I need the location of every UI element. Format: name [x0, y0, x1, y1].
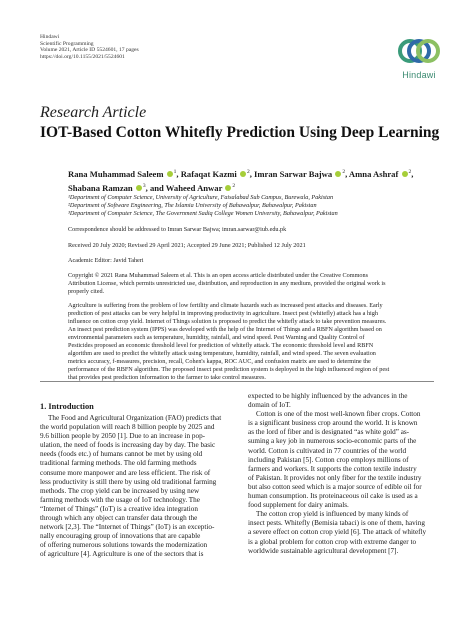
- divider: [40, 381, 434, 382]
- publisher-name: Hindawi: [40, 34, 60, 40]
- body-text-line: needs (foods etc.) of humans cannot be met by using old: [40, 450, 203, 459]
- author[interactable]: Shabana Ramzan $^3$: [68, 182, 146, 193]
- body-text-line: of agriculture [4]. Agriculture is one of the sectors that is: [40, 550, 204, 559]
- body-text-line: a severe effect on cotton crop yield [6]. The attack of whitefly: [248, 528, 427, 537]
- dates: Received 20 July 2020; Revised 29 April 2021; Accepted 29 June 2021; Published 12 July 2021: [68, 242, 306, 249]
- body-text-line: human consumption. Its proteinaceous oil cake is used as a: [248, 492, 418, 501]
- body-text-line: including Pakistan [5]. Cotton crop employs millions of: [248, 455, 409, 464]
- author[interactable]: Imran Sarwar Bajwa $^2$: [254, 168, 346, 179]
- body-text-line: Cotton is one of the most well-known fiber crops. Cotton: [256, 410, 421, 419]
- body-text-line: farming methods with the usage of IoT technology. The: [40, 495, 200, 504]
- orcid-icon[interactable]: [225, 185, 231, 191]
- body-text-line: of offering numerous solutions towards the modernization: [40, 541, 208, 550]
- journal-volume: Volume 2021, Article ID 5524601, 17 pages: [40, 47, 139, 54]
- body-text-line: “Internet of Things” (IoT) is a creative idea integration: [40, 504, 198, 513]
- orcid-icon[interactable]: [136, 185, 142, 191]
- body-text-line: worldwide sustainable agricultural development [7].: [248, 546, 399, 555]
- right-column: [248, 392, 434, 556]
- body-text-line: consume more manpower and are less efficient. The risk of: [40, 468, 211, 477]
- hindawi-logo-icon: [396, 38, 442, 64]
- section-heading: 1. Introduction: [40, 402, 94, 411]
- body-text-line: less productivity is still there by using old traditional farming: [40, 477, 217, 486]
- body-text-line: The cotton crop yield is influenced by many kinds of: [256, 510, 409, 519]
- logo-wordmark: Hindawi: [402, 70, 436, 80]
- body-text-line: network [2,3]. The “Internet of Things” (IoT) is an exceptio-: [40, 523, 215, 532]
- academic-editor: Academic Editor: Javid Taheri: [68, 257, 144, 264]
- body-text-line: ulation, the need of foods is increasing day by day. The basic: [40, 441, 216, 450]
- orcid-icon[interactable]: [240, 171, 246, 177]
- journal-info: [40, 34, 139, 60]
- body-text-line: the world population will reach 8 billion people by 2025 and: [40, 423, 215, 432]
- body-text-line: methods. The crop yield can be increased by using new: [40, 486, 200, 495]
- body-text-line: farmers and workers. It supports the cotton textile industry: [248, 464, 417, 473]
- author[interactable]: Amna Ashraf $^2$: [348, 168, 412, 179]
- body-text-line: domain of IoT.: [248, 401, 291, 410]
- body-text-line: of Pakistan. It provides not only fiber for the textile industry: [248, 473, 422, 482]
- orcid-icon[interactable]: [167, 171, 173, 177]
- affiliation: ²Department of Software Engineering, The Islamia University of Bahawalpur, Bahawalpur, Pakistan: [68, 202, 317, 209]
- body-text-line: is a significant business crop around the world. It is known: [248, 419, 418, 428]
- body-text-line: world. Cotton is cultivated in 77 countries of the world: [248, 446, 407, 455]
- body-text-line: as the lord of fiber and is designated “as white gold” as-: [248, 428, 410, 437]
- affiliation: ¹Department of Computer Science, University of Agriculture, Faisalabad Sub Campus, Burewala, Pakistan: [68, 194, 334, 201]
- body-text-line: food supplement for dairy animals.: [248, 501, 349, 510]
- journal-name: Scientific Programming: [40, 40, 94, 47]
- body-text-line: The Food and Agricultural Organization (FAO) predicts that: [48, 414, 222, 422]
- body-text-line: nally encouraging group of innovations that are capable: [40, 532, 201, 541]
- affiliations: [68, 194, 448, 218]
- orcid-icon[interactable]: [402, 171, 408, 177]
- body-text-line: is a global problem for cotton crop with extreme danger to: [248, 537, 417, 546]
- copyright: Copyright © 2021 Rana Muhammad Saleem et al. This is an open access article distributed under the Creative Commons Attribution License, which permits unrestricted use, distribution, and reproduction in any medium, provided the original work is properly cited.: [68, 272, 386, 295]
- article-type: Research Article: [40, 104, 147, 121]
- body-text-line: 9.6 billion people by 2050 [1]. Due to an increase in pop-: [40, 432, 206, 441]
- author-list: Rana Muhammad Saleem $^1$, Rafaqat Kazmi $^2$, Imran Sarwar Bajwa $^2$, Amna Ashraf $^2$, Shabana Ramzan $^3$, and Waheed Anwar $^2$: [68, 168, 414, 193]
- author[interactable]: Waheed Anwar $^2$: [165, 182, 236, 193]
- body-text-line: suming a key job in numerous socio-economic parts of the: [248, 437, 417, 446]
- correspondence: Correspondence should be addressed to Imran Sarwar Bajwa; imran.sarwar@iub.edu.pk: [68, 226, 287, 233]
- body-text-line: traditional farming methods. The old farming methods: [40, 459, 197, 468]
- body-text-line: insect pests. Whitefly (Bemisia tabaci) is one of them, having: [248, 519, 425, 528]
- left-column: [40, 414, 226, 560]
- body-text-line: through which any object can transfer data through the: [40, 514, 198, 523]
- abstract: Agriculture is suffering from the problem of low fertility and climate hazards such as increased pest attacks and diseases. Early prediction of pest attacks can be very helpful in improving productivity in agriculture. Insect pest (whitefly) attack has a high influence on cotton crop yield. Internet of Things solution is proposed to predict the whitefly attack to take prevention measures. An insect pest prediction system (IPPS) was developed with the help of the Internet of Things and a RBFN algorithm based on environmental parameters such as temperature, humidity, rainfall, and wind speed. Pest Warning and Quality Control of Pesticides proposed an economic threshold level for prediction of whitefly attack. The economic threshold level and RBFN algorithm are used to predict the whitefly attack using temperature, humidity, rainfall, and wind speed. The seven evaluation metrics accuracy, f-measures, precision, recall, Cohen's kappa, ROC AUC, and confusion matrix are used to determine the performance of the RBFN algorithm. The proposed insect pest prediction system is deployed in the high influenced region of pest that provides pest prediction information to the farmer to take control measures.: [68, 302, 390, 382]
- body-text-line: but also cotton seed which is a major source of edible oil for: [248, 482, 422, 491]
- hindawi-logo: [396, 38, 442, 80]
- author[interactable]: Rana Muhammad Saleem $^1$: [68, 168, 177, 179]
- author[interactable]: Rafaqat Kazmi $^2$: [180, 168, 250, 179]
- journal-doi[interactable]: https://doi.org/10.1155/2021/5524601: [40, 53, 125, 60]
- paper-title: IOT-Based Cotton Whitefly Prediction Using Deep Learning: [40, 124, 440, 141]
- body-text-line: expected to be highly influenced by the advances in the: [248, 392, 408, 400]
- affiliation: ³Department of Computer Science, The Government Sadiq College Women University, Bahawalpur, Pakistan: [68, 210, 338, 217]
- orcid-icon[interactable]: [335, 171, 341, 177]
